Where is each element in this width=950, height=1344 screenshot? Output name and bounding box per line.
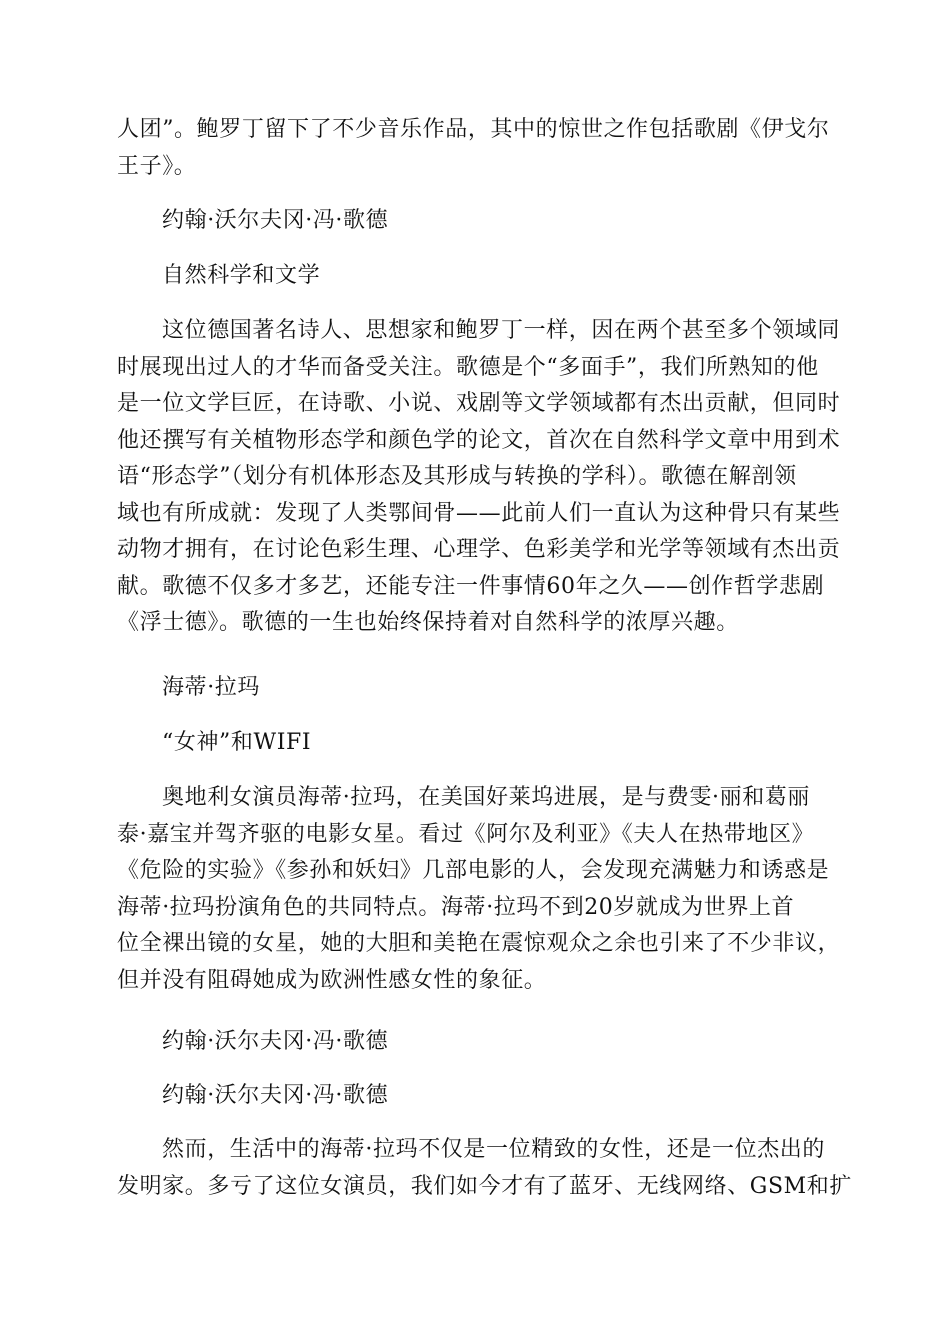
text-line: 泰·嘉宝并驾齐驱的电影女星。看过《阿尔及利亚》《夫人在热带地区》 [117,821,815,847]
text-line: 海蒂·拉玛扮演角色的共同特点。海蒂·拉玛不到20岁就成为世界上首 [117,894,795,920]
section-heading-goethe-repeat-1: 约翰·沃尔夫冈·冯·歌德 [162,1029,389,1054]
text-line: 献。歌德不仅多才多艺，还能专注一件事情60年之久——创作哲学悲剧 [117,573,825,599]
text-line: 王子》。 [117,153,197,179]
paragraph-hedy-lamarr [117,780,841,999]
text-line: 奥地利女演员海蒂·拉玛，在美国好莱坞进展，是与费雯·丽和葛丽 [162,785,810,810]
section-subheading-science-literature: 自然科学和文学 [162,263,321,288]
paragraph-goethe [117,313,841,642]
paragraph-borodin-ending [117,112,833,185]
text-line: 他还撰写有关植物形态学和颜色学的论文，首次在自然科学文章中用到术 [117,427,841,453]
text-line: 语“形态学”（划分有机体形态及其形成与转换的学科）。歌德在解剖领 [117,464,797,489]
text-line: 但并没有阻碍她成为欧洲性感女性的象征。 [117,967,547,993]
text-line: 人团”。鲍罗丁留下了不少音乐作品，其中的惊世之作包括歌剧《伊戈尔 [117,117,830,142]
paragraph-hedy-inventor [117,1132,852,1205]
section-heading-hedy-lamarr: 海蒂·拉玛 [162,675,260,700]
text-line: 然而，生活中的海蒂·拉玛不仅是一位精致的女性，还是一位杰出的 [162,1137,825,1162]
text-line: 发明家。多亏了这位女演员，我们如今才有了蓝牙、无线网络、GSM和扩 [117,1173,852,1199]
text-line: 动物才拥有，在讨论色彩生理、心理学、色彩美学和光学等领域有杰出贡 [117,537,841,562]
text-line: 《浮士德》。歌德的一生也始终保持着对自然科学的浓厚兴趣。 [117,610,739,635]
text-line: 域也有所成就：发现了人类鄂间骨——此前人们一直认为这种骨只有某些 [117,500,841,526]
text-line: 《危险的实验》《参孙和妖妇》几部电影的人，会发现充满魅力和诱惑是 [117,858,830,883]
section-subheading-goddess-wifi: “女神”和WIFI [162,730,312,755]
text-line: 这位德国著名诗人、思想家和鲍罗丁一样，因在两个甚至多个领域同 [162,318,841,343]
text-line: 位全裸出镜的女星，她的大胆和美艳在震惊观众之余也引来了不少非议， [117,931,841,956]
section-heading-goethe-repeat-2: 约翰·沃尔夫冈·冯·歌德 [162,1083,389,1108]
text-line: 是一位文学巨匠，在诗歌、小说、戏剧等文学领域都有杰出贡献，但同时 [117,391,841,416]
section-heading-goethe: 约翰·沃尔夫冈·冯·歌德 [162,208,389,233]
text-line: 时展现出过人的才华而备受关注。歌德是个“多面手”，我们所熟知的他 [117,354,819,380]
